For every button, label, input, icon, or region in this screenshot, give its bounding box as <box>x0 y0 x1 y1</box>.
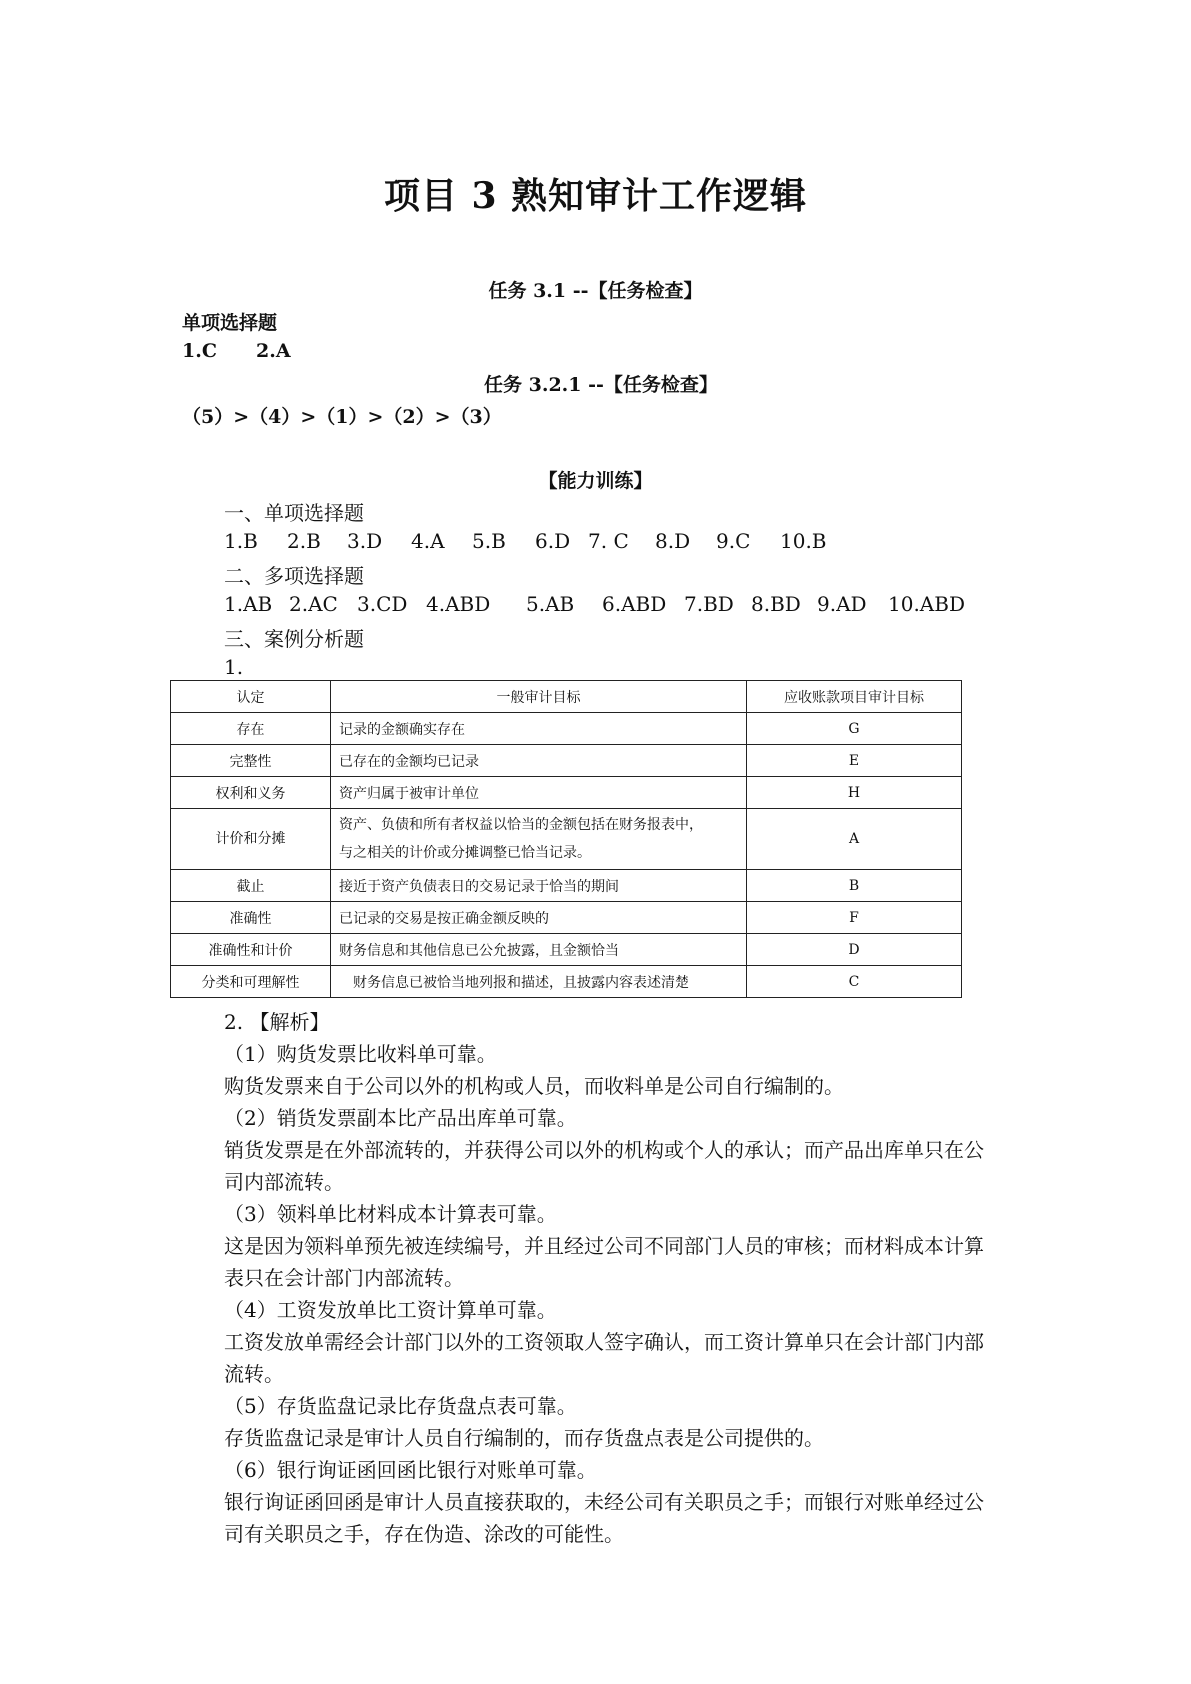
training-heading: 【能力训练】 <box>538 470 653 492</box>
objective-cell: 接近于资产负债表日的交易记录于恰当的期间 <box>331 870 747 902</box>
table-header-general-objective: 一般审计目标 <box>331 681 747 713</box>
sc-answer: 3.D <box>347 529 383 553</box>
analysis-line: （1）购货发票比收料单可靠。 <box>224 1042 497 1066</box>
analysis-line: 存货监盘记录是审计人员自行编制的，而存货盘点表是公司提供的。 <box>224 1426 824 1450</box>
sc-answer: 1.B <box>224 529 258 553</box>
table-header-assertion: 认定 <box>171 681 331 713</box>
multi-choice-answers <box>224 592 984 620</box>
analysis-line: 购货发票来自于公司以外的机构或人员，而收料单是公司自行编制的。 <box>224 1074 844 1098</box>
case-analysis-label: 三、案例分析题 <box>224 627 364 651</box>
sc-answer: 9.C <box>716 529 751 553</box>
sc-answer: 10.B <box>780 529 827 553</box>
code-cell: C <box>747 966 962 998</box>
table-row <box>171 934 962 966</box>
sc-answer: 2.B <box>287 529 321 553</box>
analysis-line: 司内部流转。 <box>224 1170 344 1194</box>
table-row <box>171 902 962 934</box>
assertion-cell: 计价和分摊 <box>171 809 331 870</box>
assertion-cell: 准确性 <box>171 902 331 934</box>
analysis-line: 表只在会计部门内部流转。 <box>224 1266 464 1290</box>
objective-cell: 财务信息已被恰当地列报和描述，且披露内容表述清楚 <box>331 966 747 998</box>
table-row <box>171 966 962 998</box>
code-cell: D <box>747 934 962 966</box>
table-row <box>171 870 962 902</box>
code-cell: G <box>747 713 962 745</box>
table-row <box>171 745 962 777</box>
mc-answer: 7.BD <box>684 592 734 616</box>
assertion-cell: 截止 <box>171 870 331 902</box>
code-cell: B <box>747 870 962 902</box>
mc-answer: 5.AB <box>526 592 575 616</box>
sc-answer: 4.A <box>411 529 445 553</box>
code-cell: F <box>747 902 962 934</box>
assertion-cell: 权利和义务 <box>171 777 331 809</box>
objective-cell: 已记录的交易是按正确金额反映的 <box>331 902 747 934</box>
analysis-line: （5）存货监盘记录比存货盘点表可靠。 <box>224 1394 577 1418</box>
mc-answer: 4.ABD <box>426 592 491 616</box>
sc-answer: 7. C <box>588 529 629 553</box>
task-3-1-heading: 任务 3.1 --【任务检查】 <box>488 280 703 302</box>
analysis-line: （6）银行询证函回函比银行对账单可靠。 <box>224 1458 597 1482</box>
assertion-cell: 完整性 <box>171 745 331 777</box>
assertion-cell: 存在 <box>171 713 331 745</box>
task-3-2-1-heading: 任务 3.2.1 --【任务检查】 <box>484 374 718 396</box>
single-choice-answers <box>224 529 984 557</box>
objective-cell: 资产归属于被审计单位 <box>331 777 747 809</box>
single-choice-label: 一、单项选择题 <box>224 501 364 525</box>
mc-answer: 1.AB <box>224 592 273 616</box>
multi-choice-label: 二、多项选择题 <box>224 564 364 588</box>
task-3-1-answers <box>182 340 482 366</box>
code-cell: A <box>747 809 962 870</box>
sc-answer: 6.D <box>535 529 571 553</box>
page-title: 项目 3 熟知审计工作逻辑 <box>383 175 808 217</box>
table-row <box>171 713 962 745</box>
table-header-ar-objective: 应收账款项目审计目标 <box>747 681 962 713</box>
sc-answer: 5.B <box>472 529 506 553</box>
sc-answer: 8.D <box>655 529 691 553</box>
single-choice-heading: 单项选择题 <box>182 312 278 334</box>
mc-answer: 6.ABD <box>602 592 667 616</box>
task-3-2-1-order: （5）>（4）>（1）>（2）>（3） <box>182 406 502 428</box>
assertion-cell: 分类和可理解性 <box>171 966 331 998</box>
objective-cell: 记录的金额确实存在 <box>331 713 747 745</box>
analysis-line: 银行询证函回函是审计人员直接获取的，未经公司有关职员之手；而银行对账单经过公 <box>224 1490 984 1514</box>
answer-1: 1.C <box>182 340 217 362</box>
analysis-line: （2）销货发票副本比产品出库单可靠。 <box>224 1106 577 1130</box>
case-q1-label: 1. <box>224 655 244 679</box>
analysis-line: 这是因为领料单预先被连续编号，并且经过公司不同部门人员的审核；而材料成本计算 <box>224 1234 984 1258</box>
mc-answer: 2.AC <box>289 592 338 616</box>
code-cell: E <box>747 745 962 777</box>
analysis-line: 流转。 <box>224 1362 284 1386</box>
analysis-line: （3）领料单比材料成本计算表可靠。 <box>224 1202 557 1226</box>
table-row <box>171 777 962 809</box>
table-row <box>171 809 962 870</box>
objective-cell: 已存在的金额均已记录 <box>331 745 747 777</box>
analysis-line: 销货发票是在外部流转的，并获得公司以外的机构或个人的承认；而产品出库单只在公 <box>224 1138 984 1162</box>
objective-line: 资产、负债和所有者权益以恰当的金额包括在财务报表中， <box>339 817 703 833</box>
audit-objective-table <box>170 680 962 998</box>
mc-answer: 9.AD <box>817 592 867 616</box>
answer-2: 2.A <box>256 340 291 362</box>
table-header-row <box>171 681 962 713</box>
analysis-line: 工资发放单需经会计部门以外的工资领取人签字确认，而工资计算单只在会计部门内部 <box>224 1330 984 1354</box>
mc-answer: 3.CD <box>357 592 408 616</box>
objective-line: 与之相关的计价或分摊调整已恰当记录。 <box>339 845 591 861</box>
objective-cell <box>331 809 747 870</box>
assertion-cell: 准确性和计价 <box>171 934 331 966</box>
analysis-line: 司有关职员之手，存在伪造、涂改的可能性。 <box>224 1522 624 1546</box>
analysis-line: （4）工资发放单比工资计算单可靠。 <box>224 1298 557 1322</box>
mc-answer: 10.ABD <box>888 592 965 616</box>
objective-cell: 财务信息和其他信息已公允披露，且金额恰当 <box>331 934 747 966</box>
code-cell: H <box>747 777 962 809</box>
mc-answer: 8.BD <box>751 592 801 616</box>
case-q2-label: 2. 【解析】 <box>224 1010 330 1034</box>
